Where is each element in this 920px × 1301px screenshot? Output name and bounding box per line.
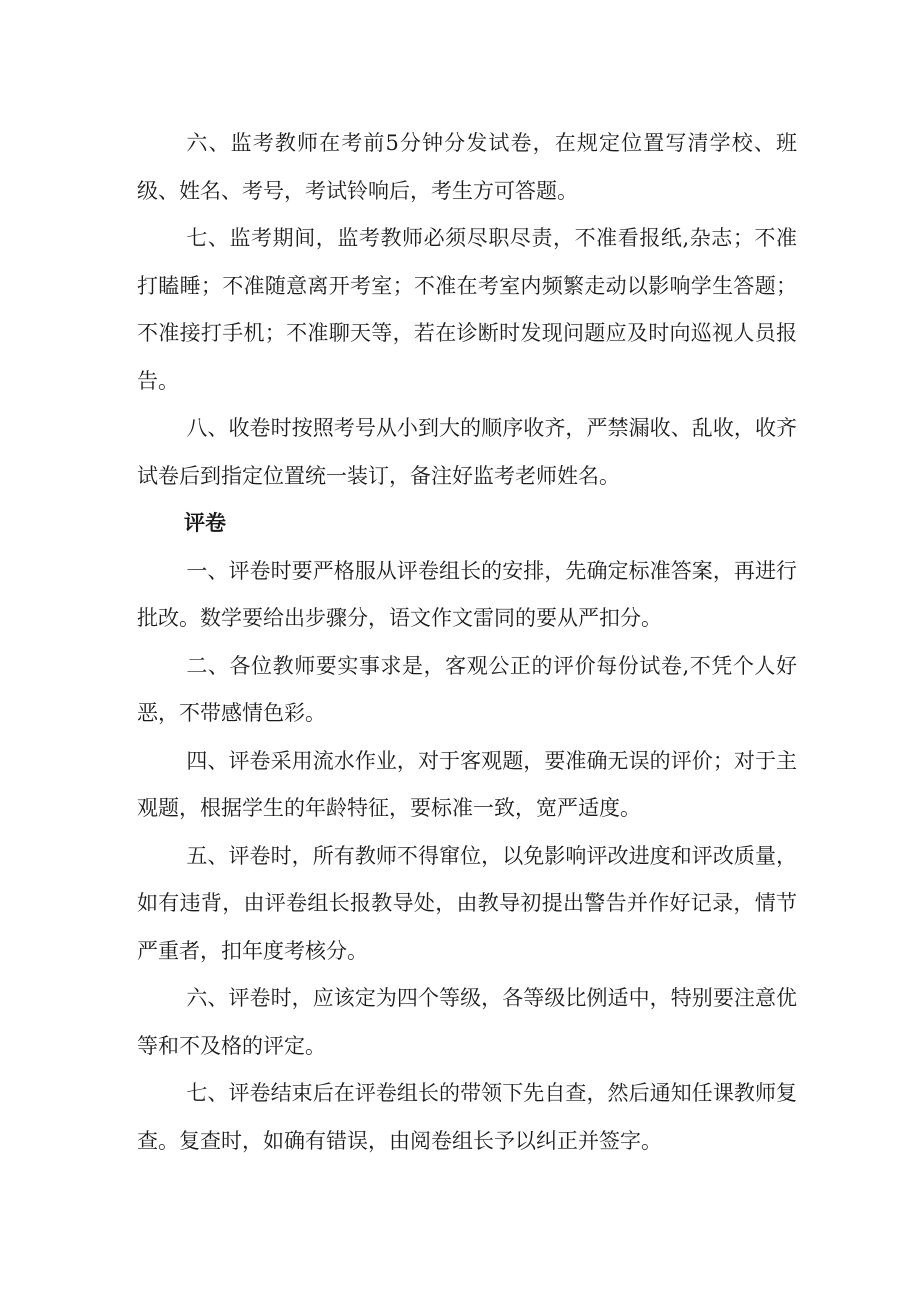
grading-rule-7: 七、评卷结束后在评卷组长的带领下先自查，然后通知任课教师复查。复查时，如确有错误，由阅卷组长予以纠正并签字。	[137, 1081, 797, 1153]
grading-rule-6: 六、评卷时，应该定为四个等级，各等级比例适中，特别要注意优等和不及格的评定。	[137, 986, 797, 1058]
invigilation-rule-7: 七、监考期间，监考教师必须尽职尽责，不准看报纸,杂志；不准打瞌睡；不准随意离开考室；不准在考室内频繁走动以影响学生答题；不准接打手机；不准聊天等，若在诊断时发现问题应及时向巡视人员报告。	[137, 226, 797, 393]
grading-section-heading: 评卷	[184, 511, 226, 535]
grading-rule-2: 二、各位教师要实事求是，客观公正的评价每份试卷,不凭个人好恶，不带感情色彩。	[137, 653, 797, 725]
document-body	[137, 120, 797, 1165]
invigilation-rule-6: 六、监考教师在考前5分钟分发试卷，在规定位置写清学校、班级、姓名、考号，考试铃响后，考生方可答题。	[137, 131, 797, 203]
grading-rule-4: 四、评卷采用流水作业，对于客观题，要准确无误的评价；对于主观题，根据学生的年龄特征，要标准一致，宽严适度。	[137, 748, 797, 820]
grading-rule-5: 五、评卷时，所有教师不得窜位，以免影响评改进度和评改质量，如有违背，由评卷组长报教导处，由教导初提出警告并作好记录，情节严重者，扣年度考核分。	[137, 843, 797, 963]
invigilation-rule-8: 八、收卷时按照考号从小到大的顺序收齐，严禁漏收、乱收，收齐试卷后到指定位置统一装订，备注好监考老师姓名。	[137, 416, 797, 488]
grading-rule-1: 一、评卷时要严格服从评卷组长的安排，先确定标准答案，再进行批改。数学要给出步骤分，语文作文雷同的要从严扣分。	[137, 558, 797, 630]
